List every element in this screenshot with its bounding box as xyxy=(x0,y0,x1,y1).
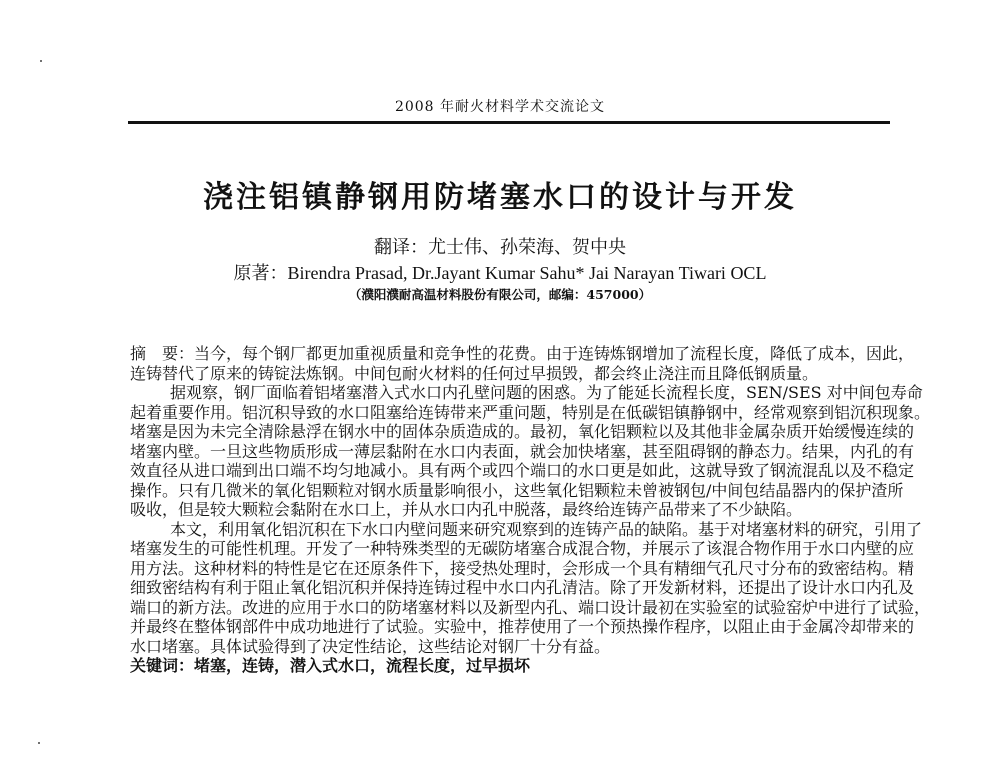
abstract-body xyxy=(130,344,931,676)
affiliation: （濮阳濮耐高温材料股份有限公司，邮编：457000） xyxy=(348,287,652,302)
paragraph-line: 本文，利用氧化铝沉积在下水口内壁问题来研究观察到的连铸产品的缺陷。基于对堵塞材料的研究，引用了 xyxy=(170,519,923,539)
paragraph-line: 操作。只有几微米的氧化铝颗粒对钢水质量影响很小，这些氧化铝颗粒未曾被钢包/中间包结晶器内的保护渣所 xyxy=(130,480,904,500)
paragraph-line: 起着重要作用。铝沉积导致的水口阻塞给连铸带来严重问题，特别是在低碳铝镇静钢中，经常观察到铝沉积现象。 xyxy=(130,402,931,422)
paragraph-line: 水口堵塞。具体试验得到了决定性结论，这些结论对钢厂十分有益。 xyxy=(130,636,611,656)
paragraph-line: 端口的新方法。改进的应用于水口的防堵塞材料以及新型内孔、端口设计最初在实验室的试验窑炉中进行了试验， xyxy=(130,597,931,617)
scan-speck xyxy=(40,60,42,62)
abstract-line: 连铸替代了原来的铸锭法炼钢。中间包耐火材料的任何过早损毁，都会终止浇注而且降低钢质量。 xyxy=(130,363,819,383)
header-rule xyxy=(128,121,890,124)
translators: 翻译：尤士伟、孙荣海、贺中央 xyxy=(374,237,626,258)
paragraph-line: 用方法。这种材料的特性是它在还原条件下，接受热处理时，会形成一个具有精细气孔尺寸分布的致密结构。精 xyxy=(130,558,915,578)
paragraph-line: 吸收，但是较大颗粒会黏附在水口上，并从水口内孔中脱落，最终给连铸产品带来了不少缺陷。 xyxy=(130,500,803,519)
keywords: 关键词：堵塞，连铸，潜入式水口，流程长度，过早损坏 xyxy=(130,656,531,675)
paragraph-line: 据观察，钢厂面临着铝堵塞潜入式水口内孔壁问题的困惑。为了能延长流程长度，SEN/SES 对中间包寿命 xyxy=(170,383,923,402)
abstract-line: 摘 要：当今，每个钢厂都更加重视质量和竞争性的花费。由于连铸炼钢增加了流程长度，降低了成本，因此， xyxy=(130,344,915,363)
paragraph-line: 堵塞内壁。一旦这些物质形成一薄层黏附在水口内表面，就会加快堵塞，甚至阻碍钢的静态力。结果，内孔的有 xyxy=(130,441,915,461)
original-authors: 原著：Birendra Prasad, Dr.Jayant Kumar Sahu* Jai Narayan Tiwari OCL xyxy=(233,263,767,283)
paragraph-line: 细致密结构有利于阻止氧化铝沉积并保持连铸过程中水口内孔清洁。除了开发新材料，还提出了设计水口内孔及 xyxy=(130,578,915,597)
running-header: 2008 年耐火材料学术交流论文 xyxy=(394,99,606,115)
paragraph-line: 并最终在整体钢部件中成功地进行了试验。实验中，推荐使用了一个预热操作程序，以阻止由于金属冷却带来的 xyxy=(130,617,915,636)
paragraph-line: 堵塞发生的可能性机理。开发了一种特殊类型的无碳防堵塞合成混合物，并展示了该混合物作用于水口内壁的应 xyxy=(130,539,915,558)
paper-title: 浇注铝镇静钢用防堵塞水口的设计与开发 xyxy=(203,180,797,215)
scan-speck xyxy=(38,742,40,744)
paragraph-line: 堵塞是因为未完全清除悬浮在钢水中的固体杂质造成的。最初，氧化铝颗粒以及其他非金属杂质开始缓慢连续的 xyxy=(130,422,915,441)
paragraph-line: 效直径从进口端到出口端不均匀地减小。具有两个或四个端口的水口更是如此，这就导致了钢流混乱以及不稳定 xyxy=(130,461,915,480)
